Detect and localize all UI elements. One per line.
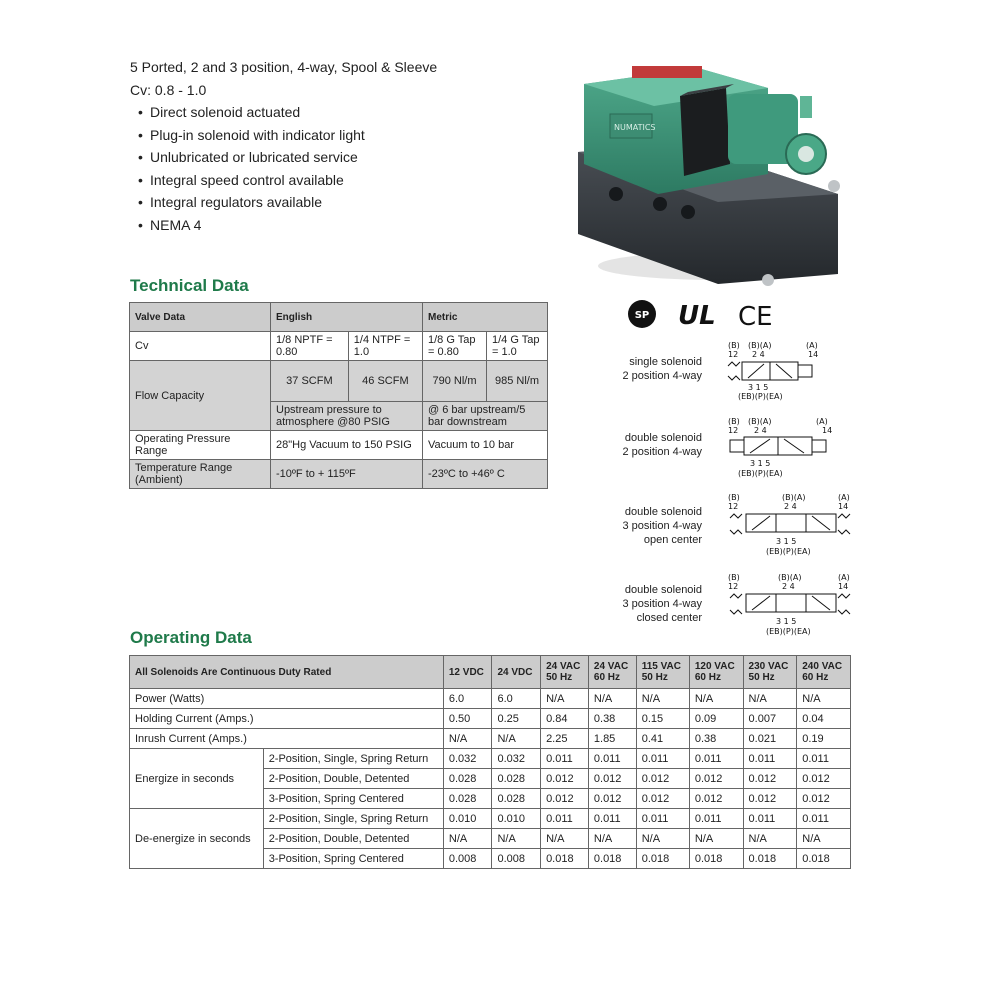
table-cell: 1/8 G Tap = 0.80 [422,332,486,361]
header-cell [588,656,636,689]
table-cell: 0.032 [443,749,492,769]
feature-item: • NEMA 4 [130,214,560,237]
table-cell: N/A [636,689,689,709]
table-cell: 0.19 [797,729,851,749]
svg-text:12: 12 [728,350,739,359]
table-row [130,332,548,361]
table-row [130,709,851,729]
table-cell: N/A [443,829,492,849]
table-cell: 0.008 [492,849,541,869]
table-cell: N/A [689,829,743,849]
table-cell: 0.09 [689,709,743,729]
table-cell: 0.032 [492,749,541,769]
svg-text:(A): (A) [816,417,828,426]
table-cell: 0.018 [689,849,743,869]
table-cell: 1/8 NPTF = 0.80 [271,332,349,361]
svg-text:3 1 5: 3 1 5 [750,459,771,468]
header-text: 120 VAC [694,661,735,672]
feature-item: • Direct solenoid actuated [130,101,560,124]
header-text: 240 VAC [802,661,843,672]
table-cell: 1/4 NTPF = 1.0 [348,332,422,361]
header-text: 24 VAC [593,661,629,672]
table-cell: N/A [541,689,589,709]
svg-text:12: 12 [728,426,739,435]
header-text: 60 Hz [694,672,721,683]
table-cell: 790 Nl/m [422,361,486,402]
table-cell: 28"Hg Vacuum to 150 PSIG [271,431,423,460]
svg-text:3 1 5: 3 1 5 [776,537,797,546]
row-label: Temperature Range (Ambient) [130,460,271,489]
technical-data-table [129,302,548,489]
svg-text:2 4: 2 4 [782,582,795,591]
table-cell: 0.012 [689,769,743,789]
table-cell: -23ºC to +46º C [422,460,547,489]
table-cell: 0.028 [443,789,492,809]
table-cell: 0.012 [797,789,851,809]
row-label: Power (Watts) [130,689,444,709]
table-cell: 0.012 [541,769,589,789]
svg-text:2 4: 2 4 [754,426,767,435]
table-cell: 0.012 [743,789,797,809]
table-cell: @ 6 bar upstream/5 bar downstream [422,402,547,431]
header-cell [541,656,589,689]
header-cell: Valve Data [130,303,271,332]
table-row [130,809,851,829]
symbol-label-line: double solenoid [624,506,702,518]
header-text: 50 Hz [641,672,668,683]
symbol-label-line: 2 position 4-way [622,446,702,458]
table-cell: 0.012 [636,769,689,789]
table-cell: 0.011 [689,809,743,829]
row-label: 2-Position, Double, Detented [263,769,443,789]
technical-data-title: Technical Data [130,276,249,295]
table-cell: 0.011 [797,749,851,769]
table-cell: 985 Nl/m [487,361,548,402]
operating-data-table [129,655,851,869]
table-cell: -10ºF to + 115ºF [271,460,423,489]
symbol-label-line: open center [643,534,702,546]
table-cell: N/A [588,829,636,849]
table-cell: 0.010 [492,809,541,829]
symbol-label-double-3pos-open [560,505,702,547]
table-cell: 0.25 [492,709,541,729]
header-cell [443,656,492,689]
table-cell: N/A [588,689,636,709]
row-label: 2-Position, Double, Detented [263,829,443,849]
header-text: 60 Hz [593,672,621,683]
feature-item: • Integral regulators available [130,191,560,214]
table-cell: 6.0 [443,689,492,709]
row-label: Flow Capacity [130,361,271,431]
header-cell [636,656,689,689]
table-cell: N/A [743,829,797,849]
table-row [130,460,548,489]
table-row [130,689,851,709]
table-cell: 0.010 [443,809,492,829]
table-cell: N/A [636,829,689,849]
table-cell: 0.012 [743,769,797,789]
svg-text:(B): (B) [728,493,740,502]
svg-text:14: 14 [838,582,849,591]
group-label: Energize in seconds [130,749,264,809]
header-text: 24 VAC [546,661,581,672]
table-cell: N/A [541,829,589,849]
header-text: 24 VDC [497,666,533,678]
row-label: Operating Pressure Range [130,431,271,460]
double-solenoid-2pos-symbol [726,416,854,480]
header-cell [743,656,797,689]
table-cell: 0.011 [588,749,636,769]
svg-text:(B): (B) [728,573,740,582]
table-cell: 0.011 [636,809,689,829]
table-cell: 0.018 [797,849,851,869]
table-row [130,431,548,460]
svg-text:CE: CE [738,302,773,332]
table-cell: 0.028 [492,789,541,809]
svg-text:14: 14 [808,350,819,359]
svg-text:(B)(A): (B)(A) [782,493,806,502]
header-cell [689,656,743,689]
svg-text:(A): (A) [838,573,850,582]
symbol-label-double-3pos-closed [560,583,702,625]
table-cell: 0.011 [797,809,851,829]
table-cell: 6.0 [492,689,541,709]
table-cell: 0.018 [541,849,589,869]
svg-text:(B): (B) [728,417,740,426]
symbol-label-line: 3 position 4-way [622,520,702,532]
feature-item: • Unlubricated or lubricated service [130,146,560,169]
header-text: 230 VAC [748,661,789,672]
table-cell: N/A [743,689,797,709]
row-label: Inrush Current (Amps.) [130,729,444,749]
table-cell: 0.011 [743,809,797,829]
svg-text:UL: UL [678,301,716,331]
table-cell: Vacuum to 10 bar [422,431,547,460]
table-row [130,361,548,402]
table-cell: 2.25 [541,729,589,749]
header-cell: All Solenoids Are Continuous Duty Rated [130,656,444,689]
svg-text:(EB)(P)(EA): (EB)(P)(EA) [738,469,783,478]
table-cell: 37 SCFM [271,361,349,402]
table-cell: 0.04 [797,709,851,729]
table-cell: 0.012 [588,769,636,789]
intro-cv: Cv: 0.8 - 1.0 [130,81,207,98]
header-text: 12 VDC [448,666,484,678]
double-solenoid-3pos-closed-center-symbol [726,572,854,638]
svg-text:SP: SP [634,310,650,321]
table-cell: 0.011 [541,809,589,829]
table-cell: 0.011 [743,749,797,769]
table-cell: 0.38 [588,709,636,729]
svg-text:2 4: 2 4 [784,502,797,511]
table-cell: 0.41 [636,729,689,749]
table-cell: 0.011 [541,749,589,769]
feature-item: • Integral speed control available [130,169,560,192]
table-cell: N/A [797,689,851,709]
feature-list [130,101,560,236]
svg-text:(B)(A): (B)(A) [748,341,772,350]
header-cell: English [271,303,423,332]
double-solenoid-3pos-open-center-symbol [726,492,854,558]
svg-text:3 1 5: 3 1 5 [748,383,769,392]
table-cell: 0.018 [743,849,797,869]
table-cell: N/A [689,689,743,709]
symbol-label-line: double solenoid [624,432,702,444]
symbol-label-line: single solenoid [629,356,702,368]
table-cell: 0.15 [636,709,689,729]
svg-text:3 1 5: 3 1 5 [776,617,797,626]
single-solenoid-2pos-symbol [726,340,854,402]
feature-item: • Plug-in solenoid with indicator light [130,124,560,147]
table-cell: 0.011 [689,749,743,769]
row-label: Holding Current (Amps.) [130,709,444,729]
svg-text:(EB)(P)(EA): (EB)(P)(EA) [738,392,783,401]
table-cell: 0.38 [689,729,743,749]
table-cell: 0.012 [541,789,589,809]
svg-text:NUMATICS: NUMATICS [614,123,656,132]
ce-mark [738,302,773,332]
operating-data-title: Operating Data [130,628,252,647]
table-cell: 0.021 [743,729,797,749]
table-cell: N/A [492,829,541,849]
symbol-label-double-2pos [560,431,702,459]
symbol-label-line: closed center [636,612,702,624]
header-cell: Metric [422,303,547,332]
svg-text:14: 14 [838,502,849,511]
table-cell: 0.011 [636,749,689,769]
table-cell: 0.012 [636,789,689,809]
table-cell: 0.018 [636,849,689,869]
row-label: 3-Position, Spring Centered [263,849,443,869]
valve-product-photo [568,44,848,294]
header-cell [492,656,541,689]
symbol-label-line: 3 position 4-way [622,598,702,610]
table-cell: 0.012 [797,769,851,789]
table-header-row [130,303,548,332]
svg-text:(B): (B) [728,341,740,350]
certification-marks [626,296,786,332]
table-cell: 0.012 [689,789,743,809]
header-text: 50 Hz [748,672,775,683]
svg-text:12: 12 [728,582,739,591]
header-text: 50 Hz [546,672,573,683]
table-row [130,729,851,749]
row-label: 2-Position, Single, Spring Return [263,809,443,829]
row-label: Cv [130,332,271,361]
table-cell: N/A [443,729,492,749]
svg-text:14: 14 [822,426,833,435]
svg-text:(EB)(P)(EA): (EB)(P)(EA) [766,547,811,556]
group-label: De-energize in seconds [130,809,264,869]
header-text: 60 Hz [802,672,829,683]
table-cell: 0.012 [588,789,636,809]
svg-text:(B)(A): (B)(A) [748,417,772,426]
svg-text:2 4: 2 4 [752,350,765,359]
table-cell: N/A [492,729,541,749]
row-label: 3-Position, Spring Centered [263,789,443,809]
table-cell: Upstream pressure to atmosphere @80 PSIG [271,402,423,431]
table-cell: 0.028 [443,769,492,789]
table-cell: 0.018 [588,849,636,869]
intro-block [130,56,560,236]
symbol-label-line: double solenoid [624,584,702,596]
header-cell [797,656,851,689]
symbol-label-single-2pos [560,355,702,383]
svg-text:(A): (A) [806,341,818,350]
table-cell: 0.008 [443,849,492,869]
svg-text:12: 12 [728,502,739,511]
table-header-row [130,656,851,689]
table-cell: 1/4 G Tap = 1.0 [487,332,548,361]
intro-headline: 5 Ported, 2 and 3 position, 4-way, Spool & Sleeve [130,59,438,75]
table-cell: 0.028 [492,769,541,789]
svg-text:(EB)(P)(EA): (EB)(P)(EA) [766,627,811,636]
table-cell: N/A [797,829,851,849]
csa-logo [628,300,656,328]
row-label: 2-Position, Single, Spring Return [263,749,443,769]
table-cell: 0.84 [541,709,589,729]
table-row [130,749,851,769]
symbol-label-line: 2 position 4-way [622,370,702,382]
svg-text:(B)(A): (B)(A) [778,573,802,582]
table-cell: 46 SCFM [348,361,422,402]
svg-text:(A): (A) [838,493,850,502]
table-cell: 0.50 [443,709,492,729]
table-cell: 0.007 [743,709,797,729]
header-text: 115 VAC [641,661,682,672]
ul-recognized-logo [678,301,716,331]
table-cell: 0.011 [588,809,636,829]
table-cell: 1.85 [588,729,636,749]
